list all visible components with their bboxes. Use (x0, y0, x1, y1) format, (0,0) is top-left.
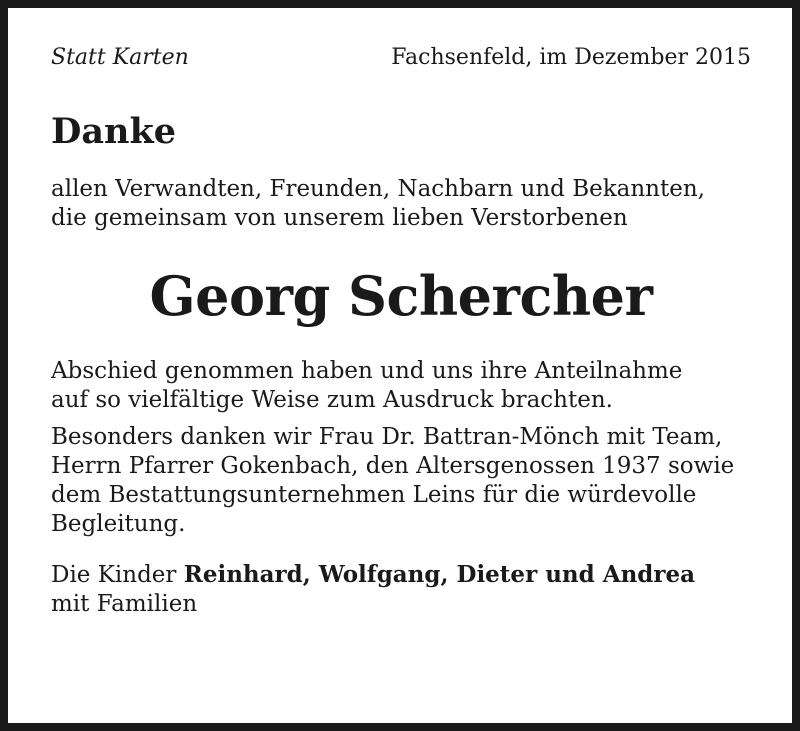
farewell-paragraph (51, 357, 751, 415)
intro-line-1: allen Verwandten, Freunden, Nachbarn und Bekannten, (51, 176, 705, 202)
signature-suffix: mit Familien (51, 591, 198, 617)
page-title: Danke (51, 111, 176, 152)
header-row (51, 44, 751, 72)
signature-line-1 (51, 560, 751, 590)
signature-prefix: Die Kinder (51, 562, 184, 588)
deceased-name: Georg Schercher (149, 264, 653, 328)
intro-paragraph (51, 175, 751, 233)
thanks-line-2: Herrn Pfarrer Gokenbach, den Altersgenossen 1937 sowie (51, 453, 735, 479)
thanks-paragraph (51, 423, 751, 539)
signature-block (51, 560, 751, 619)
thanks-line-3: dem Bestattungsunternehmen Leins für die würdevolle (51, 482, 697, 508)
thanks-line-4: Begleitung. (51, 511, 186, 537)
thanks-line-1: Besonders danken wir Frau Dr. Battran-Mönch mit Team, (51, 424, 723, 450)
farewell-line-1: Abschied genommen haben und uns ihre Anteilnahme (51, 358, 683, 384)
statt-karten-label: Statt Karten (51, 45, 189, 70)
intro-line-2: die gemeinsam von unserem lieben Verstorbenen (51, 205, 628, 231)
card-content (51, 44, 751, 619)
farewell-line-2: auf so vielfältige Weise zum Ausdruck brachten. (51, 387, 613, 413)
place-date: Fachsenfeld, im Dezember 2015 (391, 45, 751, 70)
children-names: Reinhard, Wolfgang, Dieter und Andrea (183, 561, 696, 588)
